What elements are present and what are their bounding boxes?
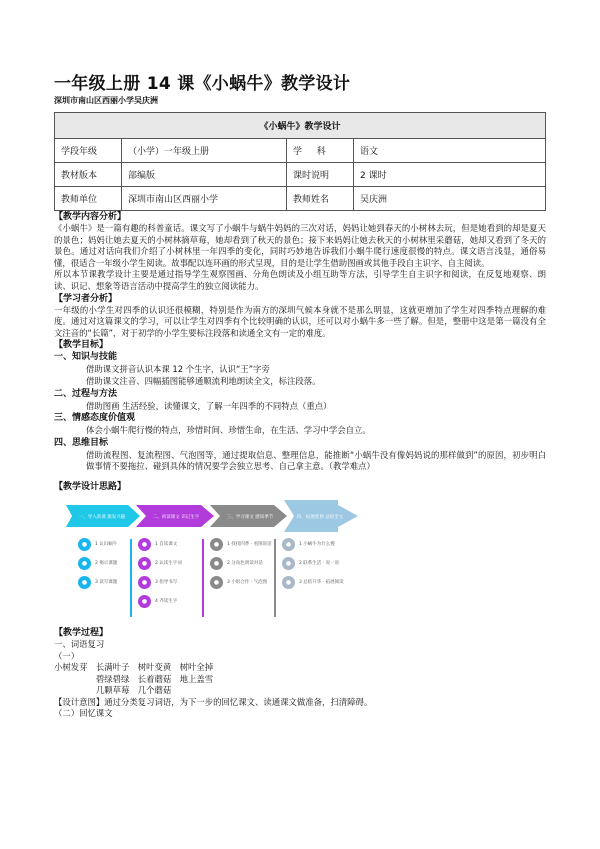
word-row: 几颗草莓 几个蘑菇 xyxy=(54,685,172,696)
table-cell: 教材版本 xyxy=(55,163,122,187)
word-row: 小树发芽 长满叶子 树叶变黄 树叶全掉 xyxy=(54,662,214,673)
design-flow-diagram xyxy=(66,499,366,617)
flow-step xyxy=(282,554,344,573)
objective-heading: 二、过程与方法 xyxy=(54,388,118,399)
step-dot: ● xyxy=(138,538,151,551)
step-dot: ● xyxy=(282,557,295,570)
table-cell: 部编版 xyxy=(122,163,287,187)
paragraph: 一年级的小学生对四季的认识还很模糊，特别是作为南方的深圳气候本身就不是那么明显，这就更增加了学生对四季特点理解的难度。通过对这篇课文的学习，可以让学生对四季有个比较明确的认识，还可以对小蜗牛多一些了解。但是，整册中这是第一篇没有全文注音的“长篇”，对于初学的小学生要标注段落和读通全文有一定的难度。 xyxy=(54,304,546,338)
step-dot: ● xyxy=(210,576,223,589)
section-heading: 【教学目标】 xyxy=(54,340,109,351)
flow-columns xyxy=(78,535,368,617)
step-label: 1 认识蜗牛 xyxy=(95,542,118,548)
flow-arrow-label: 一、导入新课 激发兴趣 xyxy=(78,514,126,520)
flow-step xyxy=(138,554,200,573)
flow-column xyxy=(78,535,140,592)
step-label: 1 找找四季 · 看图说话 xyxy=(227,542,272,548)
table-cell: 教师姓名 xyxy=(287,187,354,211)
section-heading: 【教学内容分析】 xyxy=(54,212,127,222)
paragraph: 所以本节课教学设计主要是通过指导学生观察图画、分角色朗读及小组互助等方法，引导学生自主识字和阅读，在反复地观察、朗读、识记、想象等语言活动中提高学生的独立阅读能力。 xyxy=(54,269,546,291)
flow-step xyxy=(138,535,200,554)
flow-step xyxy=(78,554,140,573)
step-dot: ● xyxy=(282,576,295,589)
flow-step xyxy=(78,535,140,554)
table-cell: 吴庆洲 xyxy=(354,187,546,211)
table-cell: 教师单位 xyxy=(55,187,122,211)
flow-arrow-label: 二、初读课文 识记生字 xyxy=(152,514,200,520)
step-dot: ● xyxy=(210,557,223,570)
step-label: 3 读写课题 xyxy=(95,580,118,586)
objective-heading: 三、情感态度价值观 xyxy=(54,413,136,424)
objective-line: 借助课文注音、四幅插图能够通顺流利地朗读全文，标注段落。 xyxy=(86,375,321,386)
step-dot: ● xyxy=(282,538,295,551)
objective-line: 借助图画 生活经验，读懂课文，了解一年四季的不同特点（重点） xyxy=(86,400,332,411)
doc-title: 一年级上册 14 课《小蜗牛》教学设计 xyxy=(54,74,351,94)
step-label: 4 齐读生字 xyxy=(155,599,178,605)
table-cell: 语文 xyxy=(354,139,546,163)
section-heading: 【学习者分析】 xyxy=(54,293,118,304)
step-label: 2 分角色朗读对话 xyxy=(227,561,263,567)
step-label: 2 认读生字词 xyxy=(155,561,182,567)
objective-line: 借助流程图、复流程图、气泡图等，通过提取信息、整理信息，能推断“小蜗牛没有像妈妈说的那样做到”的原因，初步明白做事情不要拖拉、碰到具体的情况要学会独立思考、自己拿主意。（教学难点） xyxy=(86,449,546,472)
step-label: 3 小组合作 · 气泡图 xyxy=(227,580,268,586)
subheading: （二）回忆课文 xyxy=(54,708,113,719)
section-heading: 【教学过程】 xyxy=(54,627,109,638)
flow-step xyxy=(138,573,200,592)
info-table xyxy=(54,112,546,211)
section-heading: 【教学设计思路】 xyxy=(54,481,127,492)
objective-line: 借助课文拼音认识本课 12 个生字，认识“王”字旁 xyxy=(86,364,270,375)
step-label: 2 联系生活 · 说一说 xyxy=(299,561,340,567)
step-dot: ● xyxy=(138,557,151,570)
flow-column xyxy=(138,535,200,611)
step-label: 3 指导书写 xyxy=(155,580,178,586)
paragraph: 《小蜗牛》是一篇有趣的科普童话。课文写了小蜗牛与蜗牛妈妈的三次对话，妈妈让她到春天的小树林去玩，但是她看到的却是夏天的景色；妈妈让她去夏天的小树林摘草莓，她却看到了秋天的景色；接下来妈妈让她去秋天的小树林里采蘑菇，她却又看到了冬天的景色。通过对话向我们介绍了小树林里一年四季的变化，同时巧妙地告诉我们小蜗牛爬行速度很慢的特点。课文语言浅显，通俗易懂，很适合一年级小学生阅读。故事配以连环画的形式呈现，目的是让学生借助图画或其他手段自主识字、自主阅读。 xyxy=(54,223,546,268)
table-row xyxy=(55,163,546,187)
step-dot: ● xyxy=(138,576,151,589)
design-note: 【设计意图】通过分类复习词语，为下一步的回忆课文、读通课文做准备，扫清障碍。 xyxy=(54,696,373,707)
table-cell: 学段年级 xyxy=(55,139,122,163)
step-dot: ● xyxy=(78,538,91,551)
flow-arrow-label: 三、学习课文 感知季节 xyxy=(226,514,274,520)
flow-arrows xyxy=(66,499,366,533)
step-dot: ● xyxy=(210,538,223,551)
flow-step xyxy=(138,592,200,611)
table-row xyxy=(55,187,546,211)
table-cell: 学 科 xyxy=(287,139,354,163)
table-header: 《小蜗牛》教学设计 xyxy=(55,113,546,139)
table-cell: 深圳市南山区西丽小学 xyxy=(122,187,287,211)
flow-column xyxy=(210,535,272,592)
subheading: 一、词语复习 xyxy=(54,638,105,649)
column-divider xyxy=(202,539,204,617)
doc-author: 深圳市南山区西丽小学吴庆洲 xyxy=(54,96,158,105)
step-dot: ● xyxy=(78,576,91,589)
flow-step xyxy=(282,573,344,592)
column-divider xyxy=(274,539,276,617)
step-label: 1 自读课文 xyxy=(155,542,178,548)
table-row xyxy=(55,139,546,163)
flow-step xyxy=(210,554,272,573)
objective-heading: 一、知识与技能 xyxy=(54,352,118,363)
document-page xyxy=(54,74,546,720)
step-label: 2 揭示课题 xyxy=(95,561,118,567)
flow-step xyxy=(78,573,140,592)
objective-line: 体会小蜗牛爬行慢的特点，珍惜时间、珍惜生命，在生活、学习中学会自立。 xyxy=(86,425,371,436)
step-label: 1 小蜗牛为什么慢 xyxy=(299,542,335,548)
flow-step xyxy=(282,535,344,554)
flow-step xyxy=(210,573,272,592)
objective-heading: 四、思维目标 xyxy=(54,437,109,448)
subheading: （一） xyxy=(54,650,80,661)
step-label: 3 总结升华 · 拓展阅读 xyxy=(299,580,344,586)
step-dot: ● xyxy=(138,595,151,608)
flow-column xyxy=(282,535,344,592)
flow-arrow-label: 四、拓展延伸 总结全文 xyxy=(296,514,344,520)
word-row: 碧绿碧绿 长着蘑菇 地上盖雪 xyxy=(54,673,214,684)
table-cell: （小学）一年级上册 xyxy=(122,139,287,163)
flow-step xyxy=(210,535,272,554)
table-cell: 课时说明 xyxy=(287,163,354,187)
table-cell: 2 课时 xyxy=(354,163,546,187)
step-dot: ● xyxy=(78,557,91,570)
